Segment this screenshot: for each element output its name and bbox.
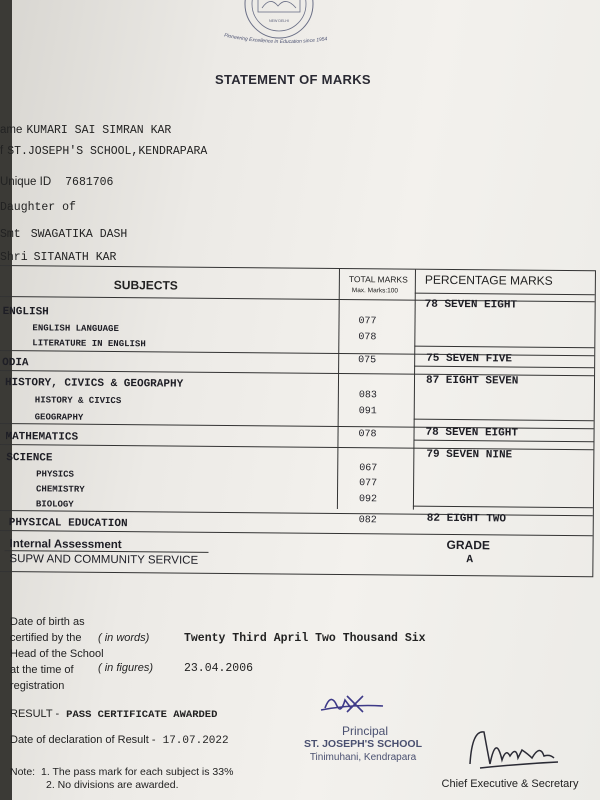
subject-history: HISTORY, CIVICS & GEOGRAPHY — [4, 377, 184, 391]
grade-header: GRADE — [446, 537, 490, 553]
percentage-science: 79 SEVEN NINE — [426, 448, 513, 462]
result-label: RESULT - — [10, 708, 60, 720]
marks-value: 092 — [358, 494, 378, 506]
dob-label-line: registration — [10, 680, 65, 692]
dob-label-line: at the time of — [10, 664, 74, 676]
unique-id-value: 7681706 — [65, 176, 114, 189]
seal-arc-text: Pioneering Excellence in Education since 1954 — [223, 32, 328, 46]
sub-subject: GEOGRAPHY — [34, 412, 84, 423]
marks-table — [0, 265, 596, 577]
sub-subject: LITERATURE IN ENGLISH — [32, 338, 146, 350]
percentage-mathematics: 78 SEVEN EIGHT — [425, 426, 519, 440]
father-label: Shri — [0, 251, 28, 264]
chief-signature-icon — [462, 724, 572, 774]
result-row — [10, 708, 217, 721]
in-figures-label: ( in figures) — [98, 662, 154, 674]
student-name-row — [0, 124, 171, 137]
school-name: ST.JOSEPH'S SCHOOL,KENDRAPARA — [7, 145, 208, 158]
dob-label-line: certified by the — [10, 632, 82, 644]
declaration-date: 17.07.2022 — [162, 735, 229, 747]
relation-row — [0, 201, 76, 214]
page-title: STATEMENT OF MARKS — [215, 72, 371, 87]
sub-subject: HISTORY & CIVICS — [34, 395, 122, 407]
sub-subject: PHYSICS — [36, 469, 75, 480]
percentage-english: 78 SEVEN EIGHT — [424, 298, 518, 312]
chief-title: Chief Executive & Secretary — [441, 778, 579, 790]
total-marks-header: TOTAL MARKS — [348, 274, 408, 285]
notes — [10, 766, 233, 792]
sub-subject: ENGLISH LANGUAGE — [32, 323, 119, 335]
principal-place: Tinimuhani, Kendrapara — [309, 752, 417, 763]
marks-value: 077 — [358, 316, 377, 328]
council-seal-icon — [222, 0, 352, 52]
principal-signature-icon — [317, 688, 387, 718]
marks-value: 067 — [359, 463, 378, 475]
marks-value: 078 — [358, 332, 377, 344]
school-row — [0, 145, 207, 158]
name-label: ame — [0, 124, 23, 136]
relation-label: Daughter of — [0, 201, 76, 214]
mother-name: SWAGATIKA DASH — [30, 228, 128, 241]
sub-subject: CHEMISTRY — [36, 484, 85, 495]
subject-science: SCIENCE — [6, 452, 53, 465]
subject-odia: ODIA — [2, 357, 29, 370]
mother-label: Smt — [0, 228, 21, 241]
svg-text:Pioneering Excellence in Educa — [224, 33, 328, 45]
marks-value: 082 — [358, 515, 377, 527]
subject-physical-education: PHYSICAL EDUCATION — [8, 517, 128, 531]
result-value: PASS CERTIFICATE AWARDED — [66, 709, 218, 721]
internal-assessment-label: Internal Assessment — [9, 538, 122, 552]
percentage-history: 87 EIGHT SEVEN — [425, 374, 519, 388]
note-item: 2. No divisions are awarded. — [46, 779, 179, 791]
marks-value: 083 — [358, 390, 377, 402]
dob-in-figures: 23.04.2006 — [184, 662, 254, 675]
dob-label-line: Head of the School — [10, 648, 104, 660]
marks-value: 091 — [358, 406, 377, 418]
dob-in-words: Twenty Third April Two Thousand Six — [184, 632, 426, 645]
unique-id-row — [0, 176, 113, 189]
subject-mathematics: MATHEMATICS — [5, 431, 79, 444]
declaration-label: Date of declaration of Result - — [10, 734, 156, 746]
subject-english: ENGLISH — [2, 306, 49, 319]
father-name: SITANATH KAR — [33, 251, 117, 264]
school-label: f — [0, 145, 4, 157]
percentage-physical-education: 82 EIGHT TWO — [426, 512, 507, 526]
mother-row — [0, 228, 127, 241]
unique-id-label: Unique ID — [0, 176, 52, 188]
note-label: Note: — [10, 766, 36, 778]
in-words-label: ( in words) — [98, 632, 150, 644]
subjects-header: SUBJECTS — [113, 278, 178, 293]
seal-small-text: NEW DELHI — [269, 19, 289, 23]
dob-label-block — [10, 614, 104, 694]
supw-label: SUPW AND COMMUNITY SERVICE — [9, 553, 199, 567]
percentage-header: PERCENTAGE MARKS — [424, 272, 553, 288]
declaration-row — [10, 734, 229, 747]
principal-school: ST. JOSEPH'S SCHOOL — [303, 738, 423, 750]
dob-label-line: Date of birth as — [10, 616, 85, 628]
sub-subject: BIOLOGY — [35, 499, 74, 510]
father-row — [0, 251, 116, 264]
principal-title: Principal — [341, 724, 389, 738]
student-name: KUMARI SAI SIMRAN KAR — [26, 124, 172, 137]
marks-value: 078 — [358, 429, 377, 441]
percentage-odia: 75 SEVEN FIVE — [426, 352, 513, 366]
note-item: 1. The pass mark for each subject is 33% — [41, 766, 234, 778]
marks-value: 077 — [359, 478, 378, 490]
supw-grade: A — [466, 554, 474, 567]
max-marks-note: Max. Marks:100 — [351, 287, 399, 295]
marks-value: 075 — [358, 355, 377, 367]
